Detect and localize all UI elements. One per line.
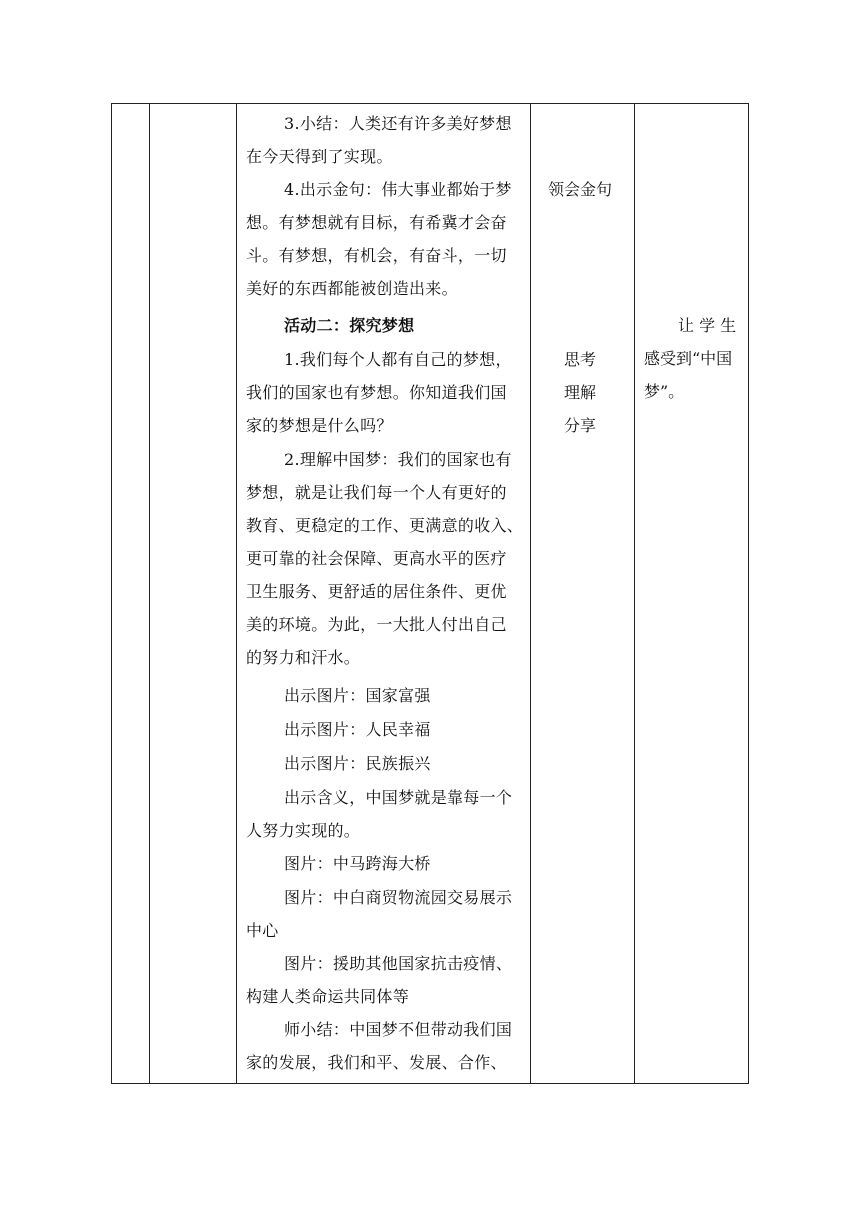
- activity-line: 美的环境。为此，一大批人付出自己: [246, 615, 507, 634]
- activity-line: 1.我们每个人都有自己的梦想，: [284, 350, 512, 369]
- activity-line: 4.出示金句：伟大事业都始于梦: [284, 180, 512, 199]
- activity-line: 想。有梦想就有目标，有希冀才会奋: [246, 213, 507, 232]
- activity-line: 出示图片：人民幸福: [284, 720, 431, 739]
- activity-line: 图片：援助其他国家抗击疫情、: [284, 954, 513, 973]
- activity-paragraph: [246, 881, 526, 947]
- activity-line: 人努力实现的。: [246, 821, 361, 840]
- activity-paragraph: [246, 747, 526, 780]
- activity-line: 在今天得到了实现。: [246, 147, 393, 166]
- activity-line: 教育、更稳定的工作、更满意的收入、: [246, 516, 524, 535]
- activity-line: 卫生服务、更舒适的居住条件、更优: [246, 582, 507, 601]
- activity-paragraph: [246, 713, 526, 746]
- activity-paragraph: [246, 1013, 526, 1079]
- activity-paragraph: [246, 107, 526, 173]
- activity-line: 的努力和汗水。: [246, 648, 361, 667]
- activity-paragraph: [246, 679, 526, 712]
- activity-line: 中心: [246, 921, 279, 940]
- activity-line: 美好的东西都能被创造出来。: [246, 279, 458, 298]
- activity-paragraph: [246, 947, 526, 1013]
- activity-line: 我们的国家也有梦想。你知道我们国: [246, 383, 507, 402]
- activity-line: 出示图片：国家富强: [284, 686, 431, 705]
- activity-line: 出示含义，中国梦就是靠每一个: [284, 788, 513, 807]
- student-activity-item: 理解: [563, 383, 596, 402]
- activity-line: 家的发展，我们和平、发展、合作、: [246, 1053, 507, 1072]
- activity-line: 2.理解中国梦：我们的国家也有: [284, 450, 512, 469]
- activity-line: 师小结：中国梦不但带动我们国: [284, 1020, 513, 1039]
- column-divider: [748, 103, 749, 1084]
- activity-paragraph: [246, 443, 526, 674]
- activity-paragraph: [246, 343, 526, 442]
- activity-line: 3.小结：人类还有许多美好梦想: [284, 114, 512, 133]
- column-divider: [149, 103, 150, 1084]
- student-activity-item: 思考: [563, 350, 596, 369]
- activity-paragraph: [246, 173, 526, 305]
- activity-line: 梦想，就是让我们每一个人有更好的: [246, 483, 507, 502]
- column-divider: [530, 103, 531, 1084]
- design-intent-line: 让 学 生: [678, 316, 737, 335]
- activity-line: 图片：中马跨海大桥: [284, 854, 431, 873]
- student-activity-item: 分享: [563, 416, 596, 435]
- activity-line: 出示图片：民族振兴: [284, 754, 431, 773]
- activity-paragraph: [246, 781, 526, 847]
- activity-line: 斗。有梦想，有机会，有奋斗，一切: [246, 246, 507, 265]
- activity-paragraph: [246, 309, 526, 342]
- activity-line: 家的梦想是什么吗？: [246, 416, 393, 435]
- student-activity-item: 领会金句: [547, 180, 612, 199]
- activity-paragraph: [246, 847, 526, 880]
- column-divider: [236, 103, 237, 1084]
- activity-line: 图片：中白商贸物流园交易展示: [284, 888, 513, 907]
- activity-line: 更可靠的社会保障、更高水平的医疗: [246, 549, 507, 568]
- activity-line: 构建人类命运共同体等: [246, 987, 410, 1006]
- design-intent-line: 梦”。: [644, 382, 685, 401]
- activity-line: 活动二：探究梦想: [284, 316, 415, 335]
- design-intent-line: 感受到“中国: [644, 349, 733, 368]
- column-divider: [634, 103, 635, 1084]
